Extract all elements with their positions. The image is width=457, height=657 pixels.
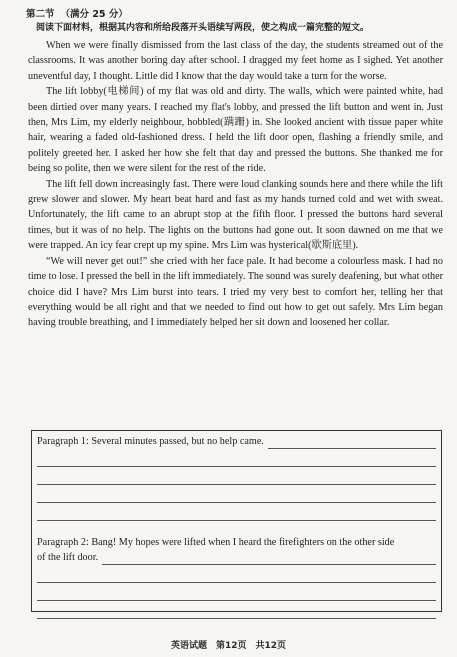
instruction-text: 阅读下面材料，根据其内容和所给段落开头语续写两段，使之构成一篇完整的短文。 <box>36 23 370 33</box>
page-footer: 英语试题 第12页 共12页 <box>170 641 287 651</box>
paragraph-2-prompt <box>37 535 436 565</box>
answer-line[interactable] <box>37 565 436 583</box>
answer-line[interactable] <box>37 449 436 467</box>
paragraph-2-opening-line-2: of the lift door. <box>37 552 99 563</box>
paragraph-2-opening-line-1: Paragraph 2: Bang! My hopes were lifted when I heard the firefighters on the other side <box>37 537 395 548</box>
answer-line[interactable] <box>268 437 436 449</box>
paragraph-1-opening: Paragraph 1: Several minutes passed, but no help came. <box>37 436 264 447</box>
answer-line[interactable] <box>37 601 436 619</box>
section-title: 第二节 <box>26 9 55 20</box>
paragraph-1-prompt <box>37 434 436 449</box>
passage-paragraph-3: The lift fell down increasingly fast. There were loud clanking sounds here and there while the lift grew slower and slower. My heart beat hard and fast as my hands turned cold and wet with sweat. Unfortunately, the lift came to an abrupt stop at the fifth floor. I pressed the buttons hard several times, but it was of no help. The lights on the buttons had gone out. It soon dawned on me that we were trapped. An icy fear crept up my spine. Mrs Lim was hysterical(歇斯底里). <box>28 178 443 252</box>
passage-paragraph-1: When we were finally dismissed from the last class of the day, the students streamed out of the classrooms. It was another boring day after school. I dragged my feet home as I sighed. Yet another uneventful day, I thought. Little did I know that the day would take a turn for the worse. <box>28 40 443 82</box>
section-score: （满分 25 分） <box>60 9 128 20</box>
answer-line[interactable] <box>37 485 436 503</box>
passage-paragraph-2: The lift lobby(电梯间) of my flat was old and dirty. The walls, which were painted white, had been dirtied over many years. I reached my flat's lobby, and pressed the lift button and went in. Just then, Mrs Lim, my elderly neighbour, hobbled(蹒跚) in. She looked ancient with tissue paper white hair, wearing a faded old-fashioned dress. I held the lift door open, flashing a friendly smile, and politely greeted her. I asked her how she felt that day and pressed the buttons. She thanked me for being so polite, then we were silent for the rest of the ride. <box>28 86 443 175</box>
passage-paragraph-4: “We will never get out!” she cried with her face pale. It had become a colourless mask. I had no time to lose. I pressed the bell in the lift immediately. The sound was surely deafening, but what other choice did I have? Mrs Lim burst into tears. I tried my very best to comfort her, telling her that everything would be all right and that we needed to find out how to get out safely. Mrs Lim began having trouble breathing, and I immediately helped her sit down and loosened her collar. <box>28 255 443 329</box>
answer-line[interactable] <box>37 467 436 485</box>
answer-box <box>31 430 442 612</box>
answer-line[interactable] <box>102 553 436 565</box>
section-heading <box>26 8 443 21</box>
answer-line[interactable] <box>37 503 436 521</box>
answer-line[interactable] <box>37 583 436 601</box>
passage <box>28 38 443 331</box>
